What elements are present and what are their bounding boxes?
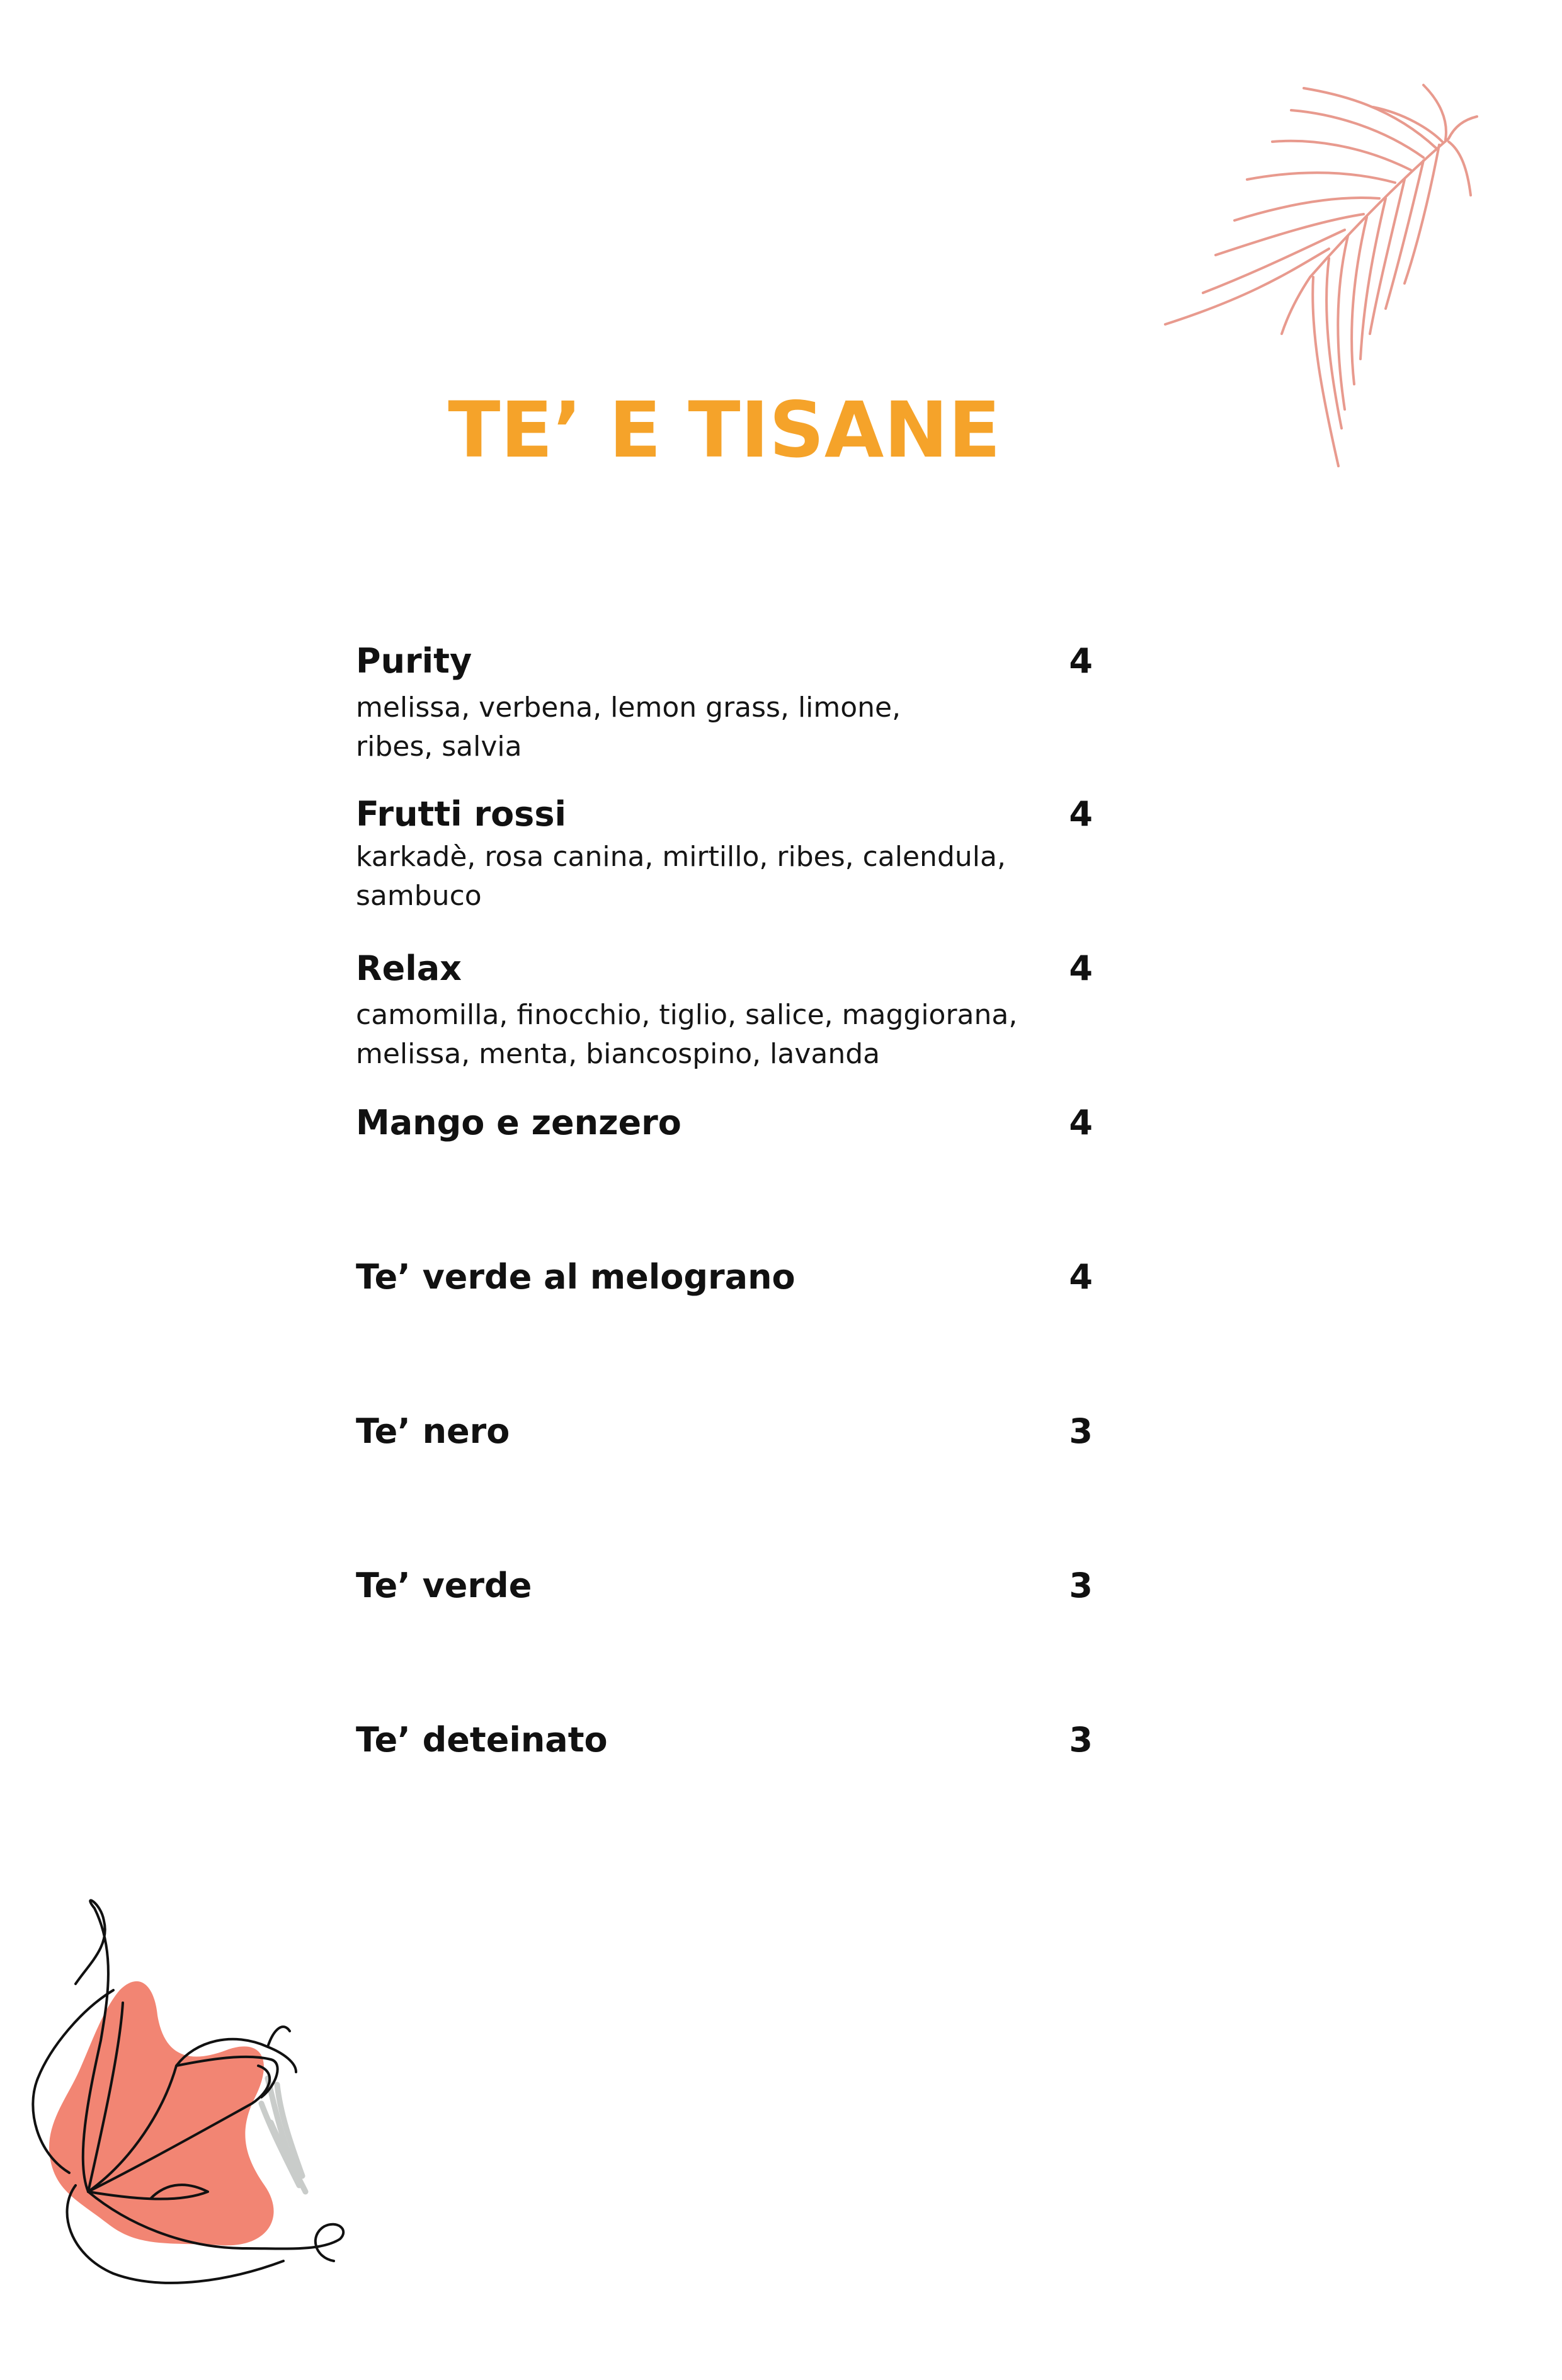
item-description xyxy=(356,996,1068,1074)
menu-list xyxy=(356,0,1093,2380)
item-description-line: camomilla, finocchio, tiglio, salice, maggiorana, xyxy=(356,999,1018,1031)
item-description-line: karkadè, rosa canina, mirtillo, ribes, calendula, xyxy=(356,841,1006,873)
item-price: 4 xyxy=(1069,948,1093,988)
item-name: Te’ verde xyxy=(356,1566,532,1605)
item-description-line: ribes, salvia xyxy=(356,731,522,763)
item-name: Purity xyxy=(356,641,472,681)
item-price: 3 xyxy=(1069,1720,1093,1760)
item-price: 4 xyxy=(1069,641,1093,681)
item-price: 4 xyxy=(1069,1257,1093,1297)
item-description-line: melissa, menta, biancospino, lavanda xyxy=(356,1038,881,1070)
item-name: Te’ verde al melograno xyxy=(356,1257,795,1297)
leaf-blob-shape xyxy=(49,1981,274,2245)
item-name: Relax xyxy=(356,948,462,988)
item-name: Te’ nero xyxy=(356,1411,510,1451)
item-description-line: sambuco xyxy=(356,880,482,912)
item-price: 4 xyxy=(1069,1103,1093,1142)
leaf-illustration-icon xyxy=(19,1896,359,2299)
item-name: Mango e zenzero xyxy=(356,1103,681,1142)
page-title: TE’ E TISANE xyxy=(448,385,1001,475)
item-price: 3 xyxy=(1069,1566,1093,1605)
item-price: 3 xyxy=(1069,1411,1093,1451)
item-price: 4 xyxy=(1069,794,1093,834)
item-description xyxy=(356,688,1068,766)
item-name: Te’ deteinato xyxy=(356,1720,608,1760)
item-name: Frutti rossi xyxy=(356,794,566,834)
item-description-line: melissa, verbena, lemon grass, limone, xyxy=(356,692,901,724)
item-description xyxy=(356,838,1068,916)
